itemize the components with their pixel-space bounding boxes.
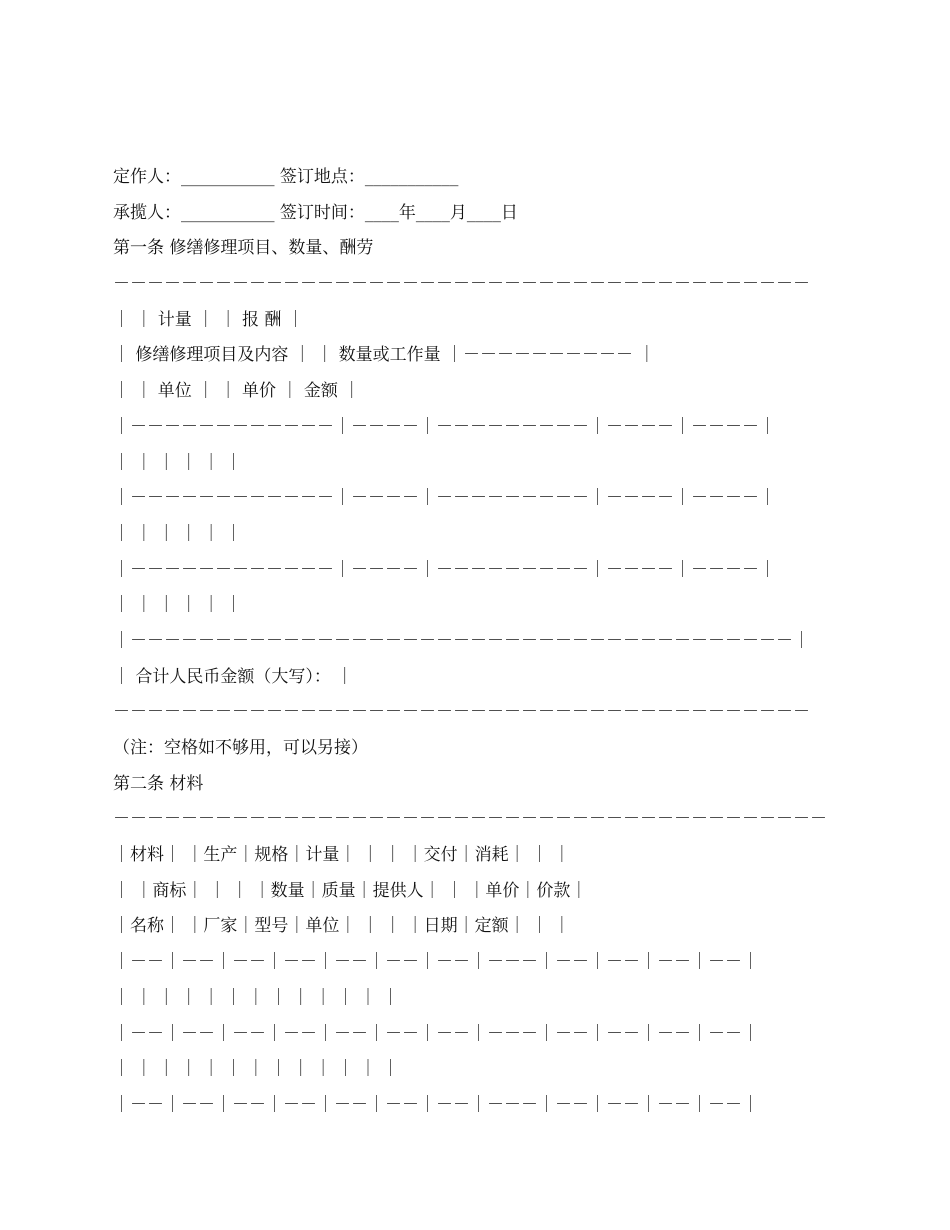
- table-line: ｜－－｜－－｜－－｜－－｜－－｜－－｜－－｜－－－｜－－｜－－｜－－｜－－｜: [113, 1094, 759, 1115]
- table-line: ｜－－－－－－－－－－－－｜－－－－｜－－－－－－－－－｜－－－－｜－－－－｜: [113, 559, 776, 580]
- table-line: ｜ 合计人民币金额（大写）： ｜: [113, 666, 354, 687]
- table-line: ｜－－－－－－－－－－－－－－－－－－－－－－－－－－－－－－－－－－－－－－－｜: [113, 630, 810, 651]
- table-line: －－－－－－－－－－－－－－－－－－－－－－－－－－－－－－－－－－－－－－－－－: [113, 274, 810, 295]
- table-line: ｜ ｜ 单位 ｜ ｜ 单价 ｜ 金额 ｜: [113, 381, 361, 402]
- table-line: ｜ ｜ ｜ ｜ ｜ ｜: [113, 523, 243, 544]
- table-line: ｜ ｜ 计量 ｜ ｜ 报 酬 ｜: [113, 309, 304, 330]
- article1-note: （注：空格如不够用，可以另接）: [113, 738, 368, 758]
- table-line: ｜ ｜ ｜ ｜ ｜ ｜: [113, 452, 243, 473]
- table-line: ｜名称｜ ｜厂家｜型号｜单位｜ ｜ ｜ ｜日期｜定额｜ ｜ ｜: [113, 916, 571, 937]
- table-line: ｜ ｜商标｜ ｜ ｜ ｜数量｜质量｜提供人｜ ｜ ｜单价｜价款｜: [113, 880, 588, 901]
- table-line: ｜－－｜－－｜－－｜－－｜－－｜－－｜－－｜－－－｜－－｜－－｜－－｜－－｜: [113, 1023, 759, 1044]
- contract-body: [113, 160, 913, 1124]
- article2-table: [113, 802, 913, 1123]
- table-line: ｜材料｜ ｜生产｜规格｜计量｜ ｜ ｜ ｜交付｜消耗｜ ｜ ｜: [113, 845, 571, 866]
- table-line: ｜ ｜ ｜ ｜ ｜ ｜ ｜ ｜ ｜ ｜ ｜ ｜ ｜: [113, 987, 399, 1008]
- article1-table: [113, 267, 913, 731]
- undertaker-line: 承揽人：___________ 签订时间：____年____月____日: [113, 202, 518, 223]
- table-line: ｜ ｜ ｜ ｜ ｜ ｜: [113, 595, 243, 616]
- table-line: ｜－－－－－－－－－－－－｜－－－－｜－－－－－－－－－｜－－－－｜－－－－｜: [113, 416, 776, 437]
- table-line: －－－－－－－－－－－－－－－－－－－－－－－－－－－－－－－－－－－－－－－－－－: [113, 809, 827, 830]
- table-line: ｜－－｜－－｜－－｜－－｜－－｜－－｜－－｜－－－｜－－｜－－｜－－｜－－｜: [113, 952, 759, 973]
- article2-heading: 第二条 材料: [113, 773, 204, 794]
- table-line: －－－－－－－－－－－－－－－－－－－－－－－－－－－－－－－－－－－－－－－－－: [113, 702, 810, 723]
- table-line: ｜ ｜ ｜ ｜ ｜ ｜ ｜ ｜ ｜ ｜ ｜ ｜ ｜: [113, 1059, 399, 1080]
- table-line: ｜－－－－－－－－－－－－｜－－－－｜－－－－－－－－－｜－－－－｜－－－－｜: [113, 488, 776, 509]
- table-line: ｜ 修缮修理项目及内容 ｜ ｜ 数量或工作量 ｜－－－－－－－－－－ ｜: [113, 345, 656, 366]
- article1-heading: 第一条 修缮修理项目、数量、酬劳: [113, 238, 374, 259]
- contractor-line: 定作人：___________ 签订地点：___________: [113, 167, 459, 187]
